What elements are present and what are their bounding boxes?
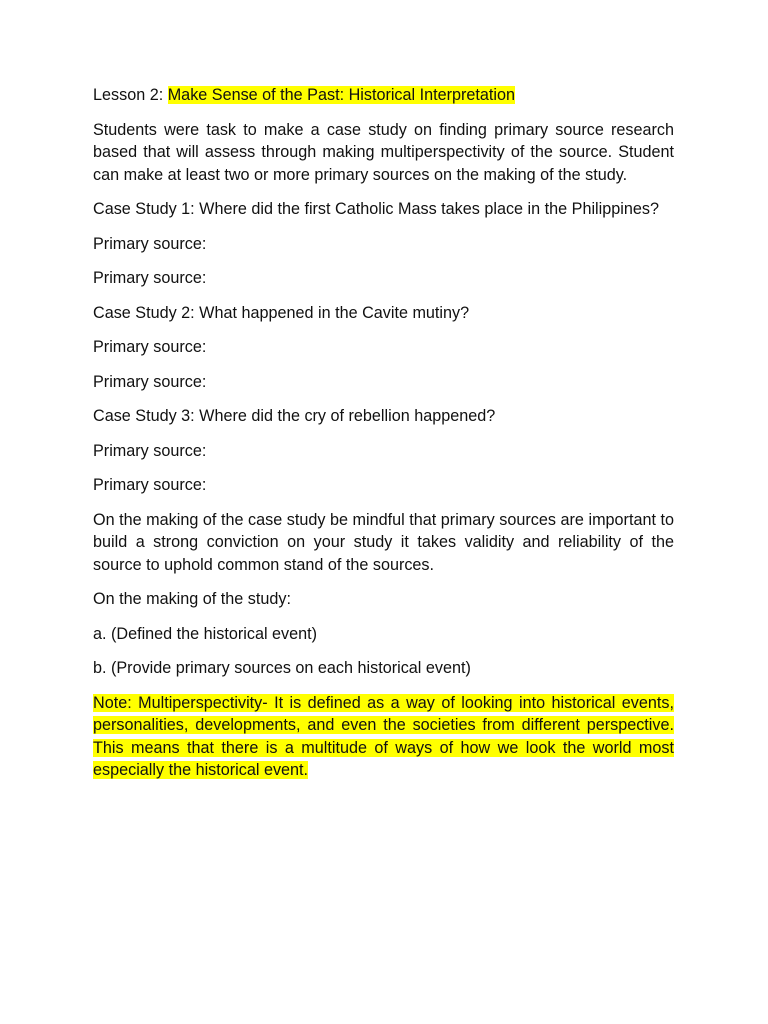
- case-study-3-question: Case Study 3: Where did the cry of rebellion happened?: [93, 407, 496, 425]
- case-study-1-source-2: Primary source:: [93, 269, 207, 287]
- intro-paragraph: Students were task to make a case study on finding primary source research based that will assess through making multiperspectivity of the source. Student can make at least two or more primary sources on the making of the study.: [93, 120, 674, 184]
- case-study-1-source-1: Primary source:: [93, 234, 207, 253]
- step-a: a. (Defined the historical event): [93, 624, 318, 643]
- case-study-2-question: Case Study 2: What happened in the Cavite mutiny?: [93, 303, 470, 322]
- case-study-1-question: Case Study 1: Where did the first Catholic Mass takes place in the Philippines?: [93, 200, 659, 218]
- case-study-2-source-2: Primary source:: [93, 372, 207, 391]
- case-study-3-source-2: Primary source:: [93, 476, 207, 494]
- lesson-heading: [93, 84, 674, 107]
- lesson-prefix: Lesson 2:: [93, 86, 168, 104]
- document-page: [93, 84, 674, 794]
- lesson-title: Make Sense of the Past: Historical Interpretation: [167, 86, 516, 104]
- case-study-3-source-1: Primary source:: [93, 441, 207, 460]
- step-b: b. (Provide primary sources on each historical event): [93, 659, 471, 677]
- note-paragraph: [93, 692, 674, 782]
- case-study-2-source-1: Primary source:: [93, 338, 207, 356]
- making-heading: On the making of the study:: [93, 590, 291, 608]
- reminder-paragraph: On the making of the case study be mindful that primary sources are important to build a strong conviction on your study it takes validity and reliability of the source to uphold common stand of the sources.: [93, 510, 674, 574]
- note-text: Note: Multiperspectivity- It is defined as a way of looking into historical events, personalities, developments, and even the societies from different perspective. This means that there is a multitude of ways of how we look the world most especially the historical event.: [93, 693, 674, 779]
